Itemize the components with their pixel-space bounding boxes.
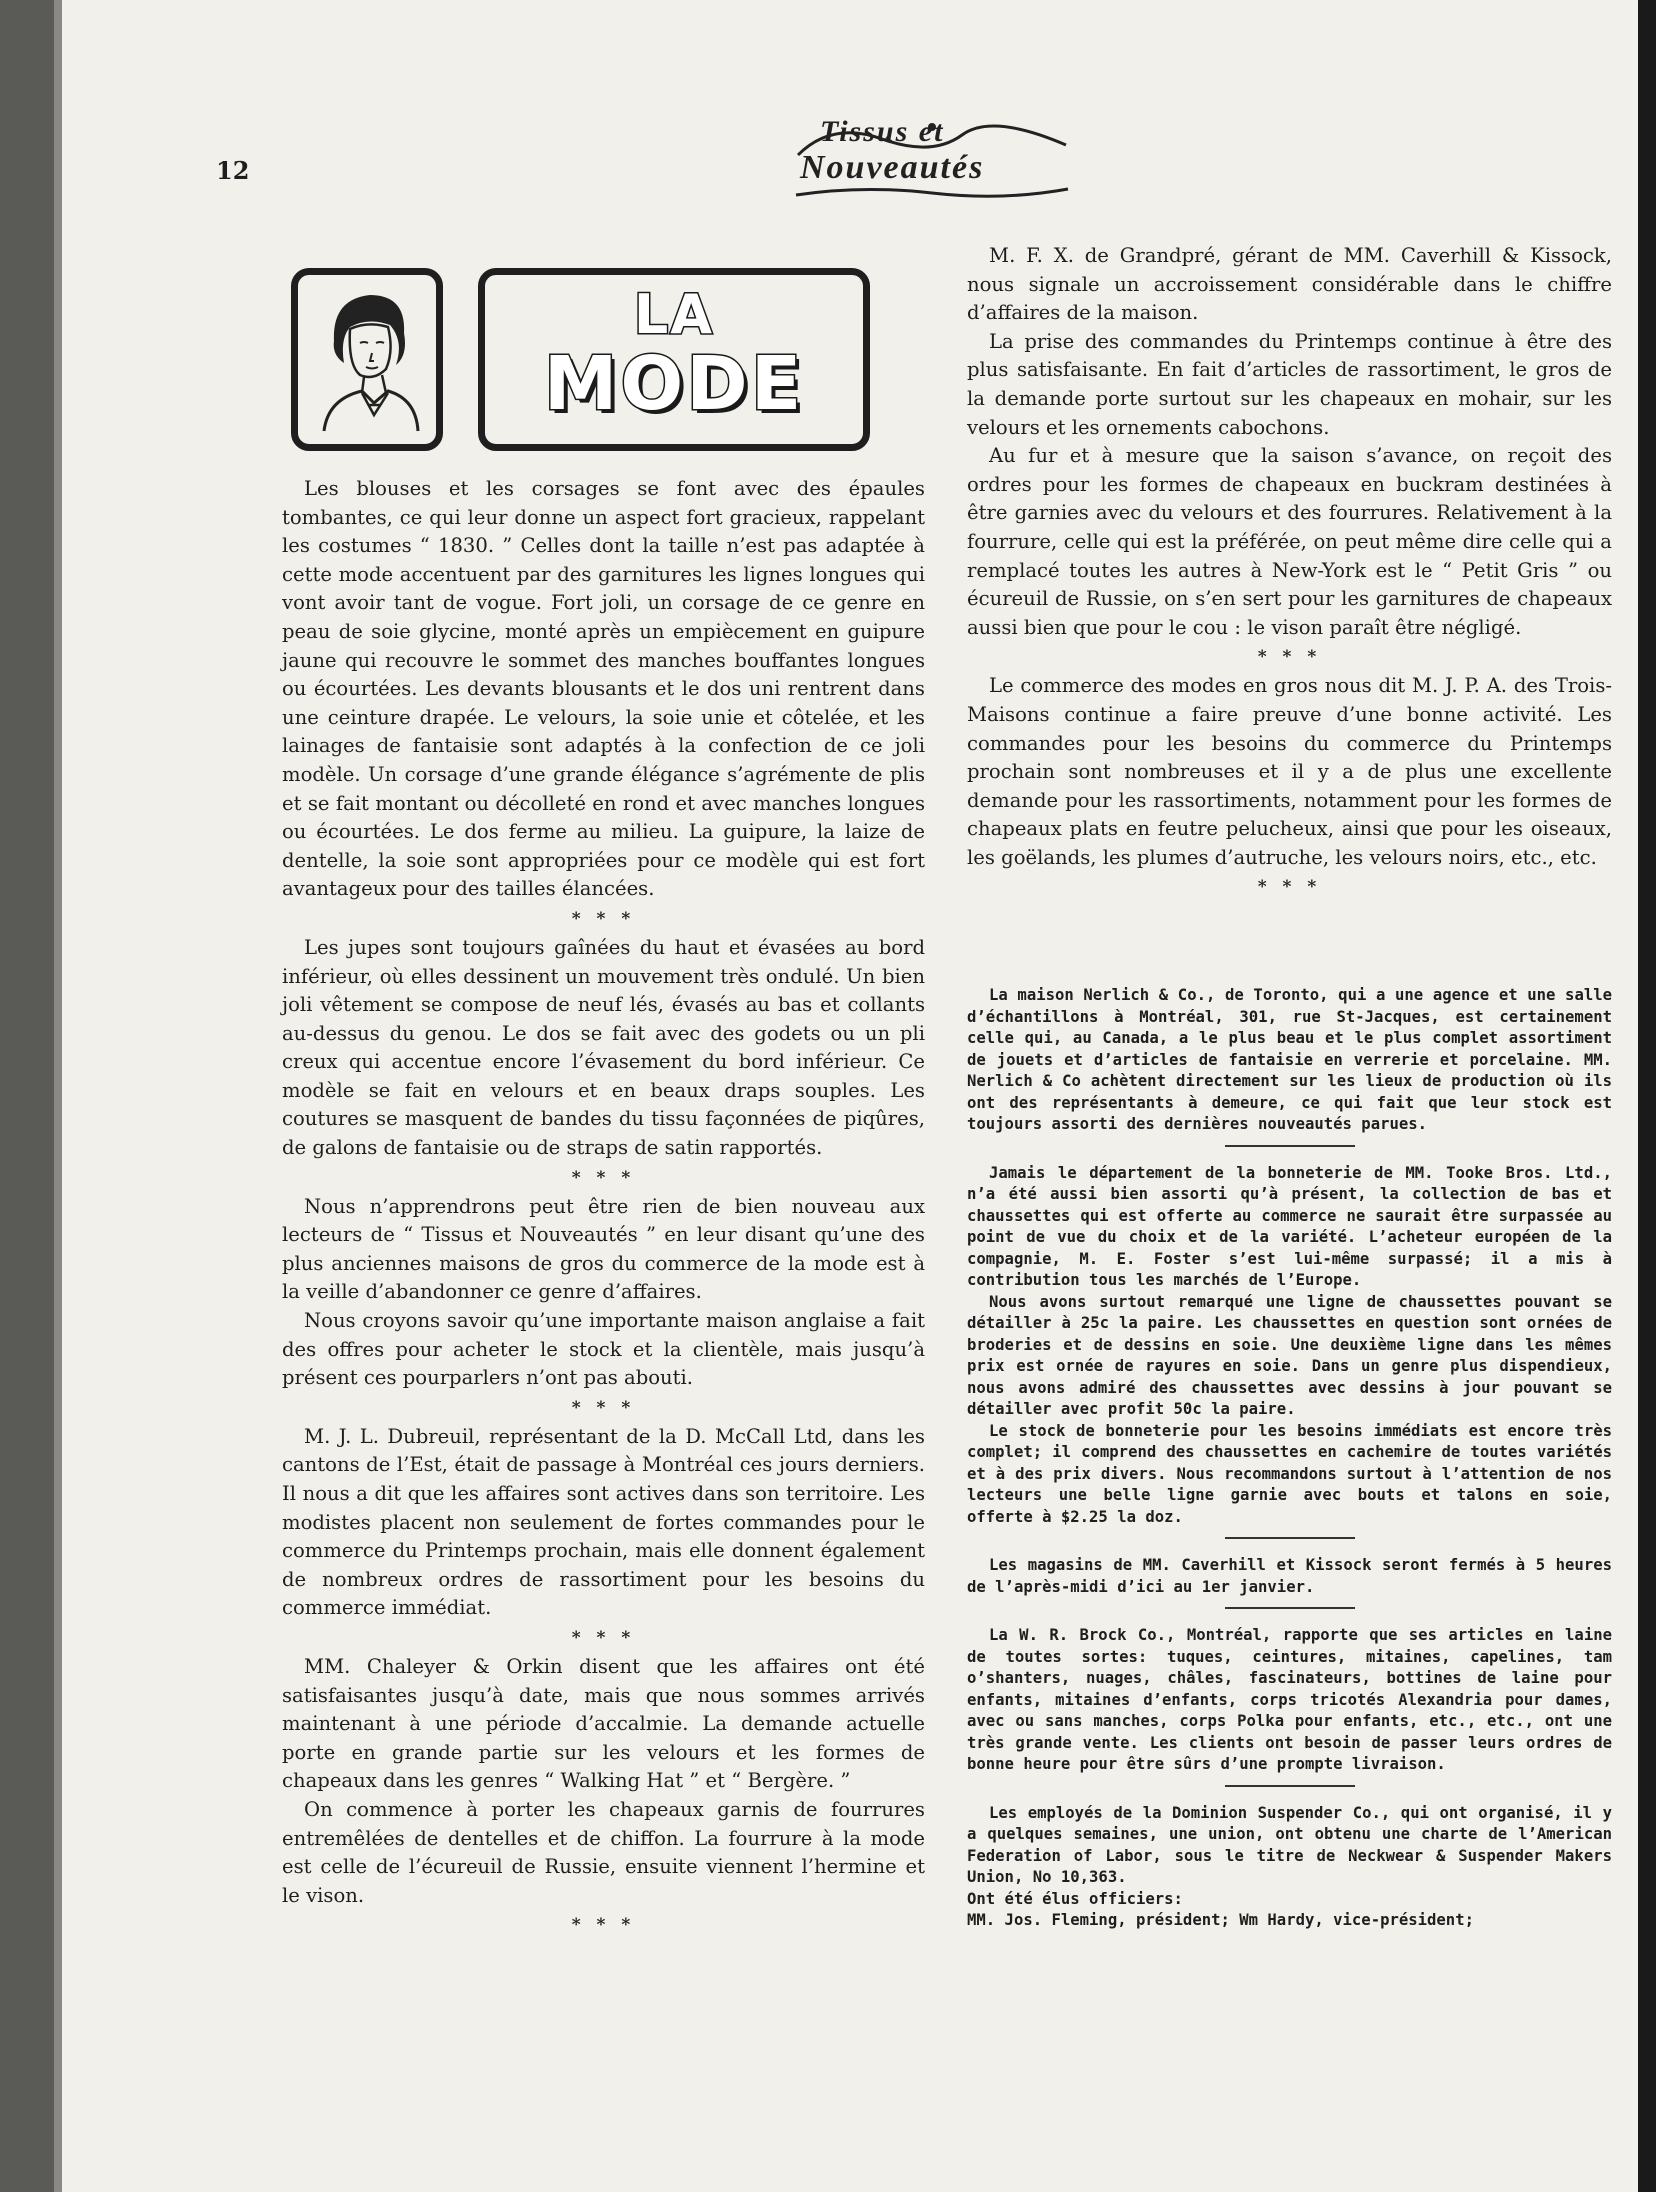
section-divider: [1225, 1607, 1355, 1609]
book-binding-left: [0, 0, 62, 2192]
section-separator-stars: * * *: [571, 908, 636, 929]
magazine-page: [62, 0, 1638, 2192]
officers-list: MM. Jos. Fleming, président; Wm Hardy, vice-président;: [967, 1911, 1474, 1929]
right-column-top-article: [967, 242, 1612, 902]
lady-portrait-box: [291, 268, 443, 451]
right-column-notices: [967, 985, 1612, 1932]
section-divider: [1225, 1537, 1355, 1539]
section-separator-stars: * * *: [571, 1167, 636, 1188]
article-paragraph: Les magasins de MM. Caverhill et Kissock seront fermés à 5 heures de l’après-midi d’ici au 1er janvier.: [967, 1556, 1612, 1596]
book-binding-right: [1638, 0, 1656, 2192]
la-mode-title-box: [478, 268, 870, 451]
section-separator-stars: * * *: [571, 1915, 636, 1936]
article-paragraph: Jamais le département de la bonneterie de MM. Tooke Bros. Ltd., n’a été aussi bien assorti qu’à présent, la collection de bas et chaussettes qui est offerte au commerce ne saurait être surpassée au point de vue du choix et de la variété. L’acheteur européen de la compagnie, M. E. Foster s’est lui-même surpassé; il a mis à contribution tous les marchés de l’Europe.: [967, 1163, 1612, 1289]
article-paragraph: Les jupes sont toujours gaînées du haut et évasées au bord inférieur, où elles dessinent un mouvement très ondulé. Un bien joli vêtement se compose de neuf lés, évasés au bas et collants au-dessus du genou. Le dos se fait avec des godets ou un pli creux qui accentue encore l’évasement du bord inférieur. Ce modèle se fait en velours et en beaux draps souples. Les coutures se masquent de bandes du tissu façonnées de piqûres, de galons de fantaisie ou de straps de satin rapportés.: [282, 935, 925, 1160]
section-separator-stars: * * *: [1257, 647, 1322, 668]
section-divider: [1225, 1785, 1355, 1787]
article-paragraph: Les employés de la Dominion Suspender Co., qui ont organisé, il y a quelques semaines, une union, ont obtenu une charte de l’American Federation of Labor, sous le titre de Neckwear & Suspender Makers Union, No 10,363.: [967, 1803, 1612, 1886]
section-separator-stars: * * *: [571, 1627, 636, 1648]
article-paragraph: M. F. X. de Grandpré, gérant de MM. Caverhill & Kissock, nous signale un accroissement considérable dans le chiffre d’affaires de la maison.: [967, 244, 1612, 325]
article-paragraph: Nous n’apprendrons peut être rien de bien nouveau aux lecteurs de “ Tissus et Nouveautés ” en leur disant qu’une des plus anciennes maisons de gros du commerce de la mode est à la veille d’abandonner ce genre d’affaires.: [282, 1194, 925, 1304]
title-mode: MODE: [543, 341, 805, 427]
article-paragraph: M. J. L. Dubreuil, représentant de la D. McCall Ltd, dans les cantons de l’Est, était de passage à Montréal ces jours derniers. Il nous a dit que les affaires sont actives dans son territoire. Les modistes placent non seulement de fortes commandes pour le commerce du Printemps prochain, mais elle donnent également de nombreux ordres de rassortiment pour les besoins du commerce immédiat.: [282, 1424, 925, 1620]
article-paragraph: La W. R. Brock Co., Montréal, rapporte que ses articles en laine de toutes sortes: tuques, ceintures, mitaines, capelines, tam o’shanters, nuages, châles, fascinateurs, bottines de laine pour enfants, mitaines d’enfants, corps tricotés Alexandria pour dames, avec ou sans manches, corps Polka pour enfants, etc., etc., ont une très grande vente. Les clients ont besoin de passer leurs ordres de bonne heure pour être sûrs d’une prompte livraison.: [967, 1626, 1612, 1773]
article-paragraph: La maison Nerlich & Co., de Toronto, qui a une agence et une salle d’échantillons à Montréal, 301, rue St-Jacques, est certainement celle qui, au Canada, a le plus beau et le plus complet assortiment de jouets et d’articles de fantaisie en verrerie et porcelaine. MM. Nerlich & Co achètent directement sur les lieux de production où ils ont des représentants à demeure, ce qui fait que leur stock est toujours assorti des dernières nouveautés parues.: [967, 986, 1612, 1133]
masthead-top-text: Tissus et: [820, 115, 945, 148]
article-paragraph: Le stock de bonneterie pour les besoins immédiats est encore très complet; il comprend des chaussettes en cachemire de toutes variétés et à des prix divers. Nous recommandons surtout à l’attention de nos lecteurs une belle ligne garnie avec bouts et talons en soie, offerte à $2.25 la doz.: [967, 1421, 1612, 1526]
left-column-article: [282, 475, 925, 1940]
section-separator-stars: * * *: [571, 1397, 636, 1418]
article-paragraph: Le commerce des modes en gros nous dit M. J. P. A. des Trois-Maisons continue a faire preuve d’une bonne activité. Les commandes pour les besoins du commerce du Printemps prochain sont nombreuses et il y a de plus une excellente demande pour les rassortiments, notamment pour les formes de chapeaux plats en feutre pelucheux, ainsi que pour les oiseaux, les goëlands, les plumes d’autruche, les velours noirs, etc., etc.: [967, 674, 1612, 869]
article-paragraph: Nous avons surtout remarqué une ligne de chaussettes pouvant se détailler à 25c la paire. Les chaussettes en question sont ornées de broderies et de dessins en soie. Une deuxième ligne dans les mêmes prix est ornée de rayures en soie. Dans un genre plus dispendieux, nous avons admiré des chaussettes avec dessins à jour pouvant se détailler avec profit 50c la paire.: [967, 1292, 1612, 1418]
article-paragraph: Au fur et à mesure que la saison s’avance, on reçoit des ordres pour les formes de chapeaux en buckram destinées à être garnies avec du velours et des fourrures. Relativement à la fourrure, celle qui est la préférée, on peut même dire celle qui a remplacé toutes les autres à New-York est le “ Petit Gris ” ou écureuil de Russie, on s’en sert pour les garnitures de chapeaux aussi bien que pour le cou : le vison paraît être négligé.: [967, 444, 1612, 639]
title-la: LA: [633, 283, 715, 346]
article-paragraph: Nous croyons savoir qu’une importante maison anglaise a fait des offres pour acheter le stock et la clientèle, mais jusqu’à présent ces pourparlers n’ont pas abouti.: [282, 1309, 925, 1390]
section-separator-stars: * * *: [1257, 877, 1322, 898]
officers-heading: Ont été élus officiers:: [967, 1889, 1183, 1908]
page-number: 12: [216, 156, 250, 185]
article-paragraph: La prise des commandes du Printemps continue à être des plus satisfaisante. En fait d’articles de rassortiment, le gros de la demande porte surtout sur les chapeaux en mohair, sur les velours et les ornements cabochons.: [967, 329, 1612, 439]
article-paragraph: On commence à porter les chapeaux garnis de fourrures entremêlées de dentelles et de chiffon. La fourrure à la mode est celle de l’écureuil de Russie, ensuite viennent l’hermine et le vison.: [282, 1797, 925, 1907]
article-paragraph: MM. Chaleyer & Orkin disent que les affaires ont été satisfaisantes jusqu’à date, mais que nous sommes arrivés maintenant à une période d’accalmie. La demande actuelle porte en grande partie sur les velours et les formes de chapeaux dans les genres “ Walking Hat ” et “ Bergère. ”: [282, 1654, 925, 1793]
lady-portrait-illustration: [304, 281, 430, 439]
article-paragraph: Les blouses et les corsages se font avec des épaules tombantes, ce qui leur donne un aspect fort gracieux, rappelant les costumes “ 1830. ” Celles dont la taille n’est pas adaptée à cette mode accentuent par des garnitures les lignes longues qui vont avoir tant de vogue. Fort joli, un corsage de ce genre en peau de soie glycine, monté après un empiècement en guipure jaune qui recouvre le sommet des manches bouffantes longues ou écourtées. Les devants blousants et le dos uni rentrent dans une ceinture drapée. Le velours, la soie unie et côtelée, et les lainages de fantaisie sont adaptés à la confection de ce joli modèle. Un corsage d’une grande élégance s’agrémente de plis et se fait montant ou décolleté en rond et avec manches longues ou écourtées. Le dos ferme au milieu. La guipure, la laize de dentelle, la soie sont appropriées pour ce modèle qui est fort avantageux pour des tailles élancées.: [282, 477, 925, 901]
masthead-bottom-text: Nouveautés: [800, 149, 985, 186]
masthead-logo: [792, 115, 1072, 201]
section-divider: [1225, 1145, 1355, 1147]
